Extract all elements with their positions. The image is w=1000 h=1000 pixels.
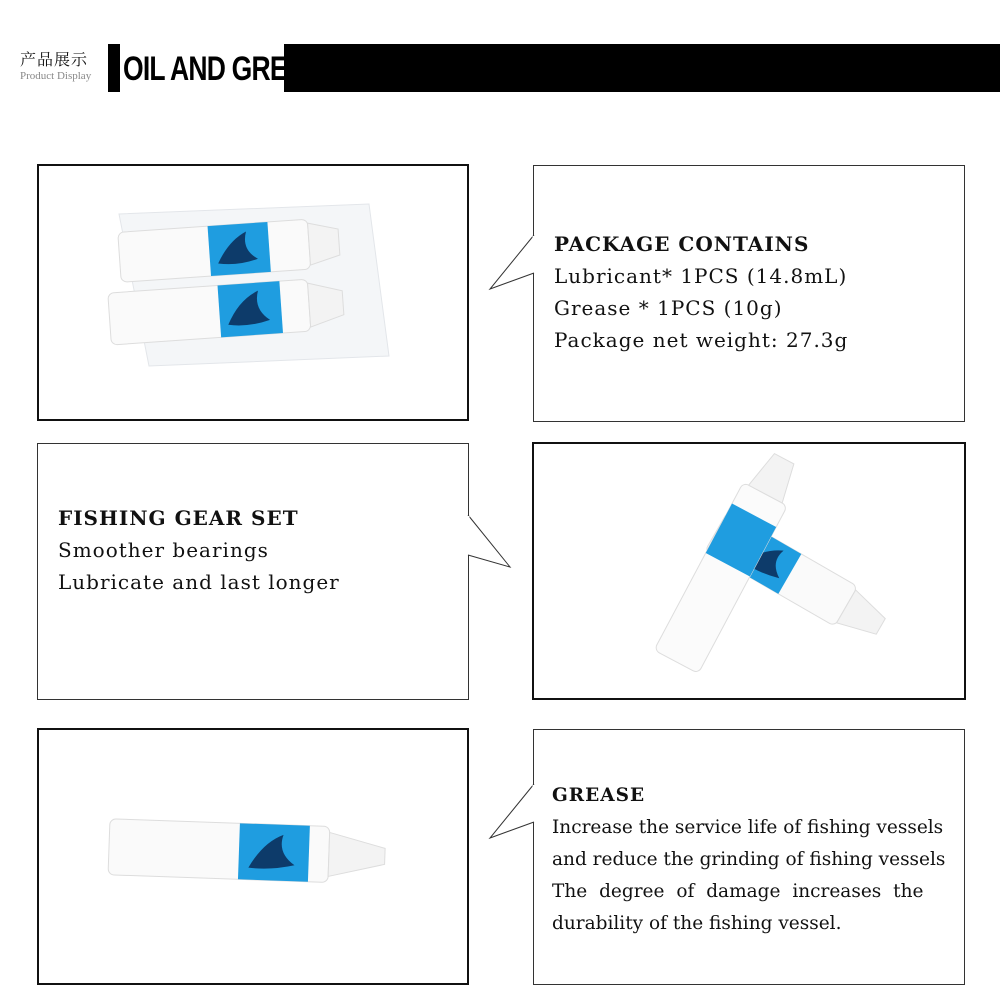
text-panel-package	[533, 165, 965, 422]
grease-line: Increase the service life of fishing vessels	[552, 817, 944, 838]
product-photo-crossed-tubes	[534, 444, 964, 698]
header-label-box	[0, 44, 114, 92]
package-line: Lubricant* 1PCS (14.8mL)	[554, 264, 848, 288]
callout-pointer-right	[466, 515, 516, 575]
photo-panel-crossed-tubes	[532, 442, 966, 700]
photo-panel-grease	[37, 728, 469, 985]
grease-line: The degree of damage increases the	[552, 881, 924, 902]
callout-pointer-left	[490, 235, 540, 295]
header-title-box	[120, 44, 340, 92]
package-line: Grease * 1PCS (10g)	[554, 296, 783, 320]
package-line: Package net weight: 27.3g	[554, 328, 849, 352]
grease-line: durability of the fishing vessel.	[552, 913, 842, 934]
text-panel-fishing-gear	[37, 443, 469, 700]
grease-text	[552, 780, 945, 940]
page-title: OIL AND GREASE	[123, 50, 340, 88]
fishing-gear-line: Smoother bearings	[58, 538, 269, 562]
product-photo-bagged-tubes	[39, 166, 467, 419]
header-cn-label: 产品展示	[20, 50, 89, 69]
callout-pointer-left	[490, 784, 540, 844]
header-bar	[0, 44, 1000, 92]
fishing-gear-heading: FISHING GEAR SET	[58, 506, 299, 530]
photo-panel-package	[37, 164, 469, 421]
package-heading: PACKAGE CONTAINS	[554, 232, 810, 256]
header-en-label: Product Display	[20, 70, 92, 82]
grease-heading: GREASE	[552, 785, 646, 806]
package-text	[554, 228, 848, 356]
grease-line: and reduce the grinding of fishing vessels	[552, 849, 946, 870]
product-photo-grease-tube	[39, 730, 467, 983]
fishing-gear-line: Lubricate and last longer	[58, 570, 340, 594]
fishing-gear-text	[58, 502, 340, 598]
text-panel-grease	[533, 729, 965, 985]
